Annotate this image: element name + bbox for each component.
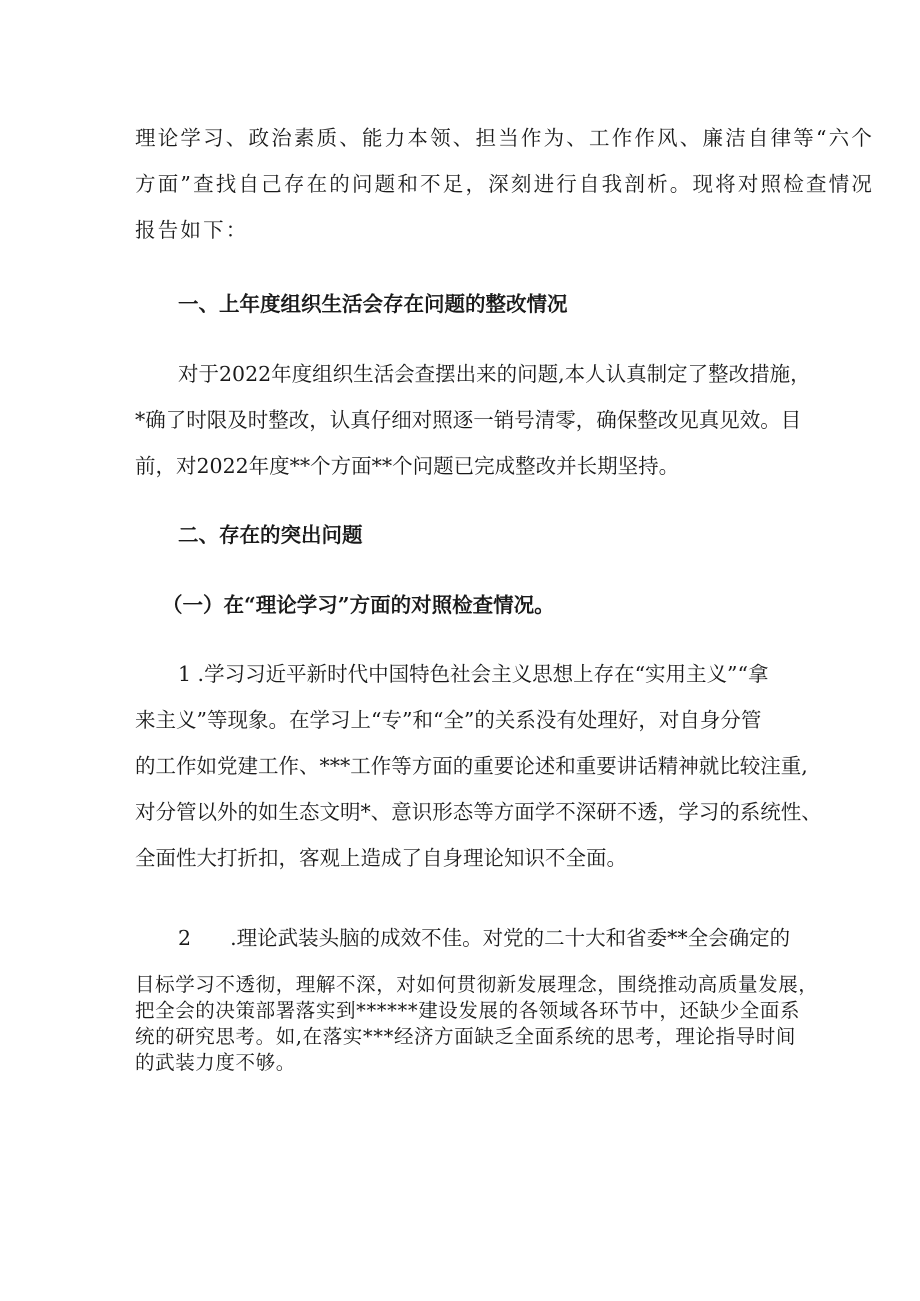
item-1-line-4: 对分管以外的如生态文明*、意识形态等方面学不深研不透，学习的系统性、 <box>135 800 822 824</box>
section-1-line-3: 前，对2022年度**个方面**个问题已完成整改并长期坚持。 <box>135 454 680 478</box>
item-2-line-3: 把全会的决策部署落实到******建设发展的各领域各环节中，还缺少全面系 <box>135 999 801 1022</box>
item-2-line-4: 统的研究思考。如,在落实***经济方面缺乏全面系统的思考，理论指导时间 <box>135 1025 796 1048</box>
intro-line-3: 报告如下： <box>135 218 249 242</box>
item-2-line-1: 2 .理论武装头脑的成效不佳。对党的二十大和省委**全会确定的 <box>178 926 791 950</box>
item-1-line-3: 的工作如党建工作、***工作等方面的重要论述和重要讲话精神就比较注重, <box>135 754 808 778</box>
section-2-subheading: （一）在“理论学习”方面的对照检查情况。 <box>162 593 555 617</box>
item-1-line-2: 来主义”等现象。在学习上“专”和“全”的关系没有处理好，对自身分管 <box>135 708 762 732</box>
section-1-line-1: 对于2022年度组织生活会查摆出来的问题,本人认真制定了整改措施， <box>178 362 811 386</box>
item-2-line-2: 目标学习不透彻，理解不深，对如何贯彻新发展理念，围绕推动高质量发展， <box>135 973 819 996</box>
section-1-line-2: *确了时限及时整改，认真仔细对照逐一销号清零，确保整改见真见效。目 <box>135 408 802 432</box>
item-1-line-1: 1 .学习习近平新时代中国特色社会主义思想上存在“实用主义”“拿 <box>178 662 769 686</box>
intro-line-2: 方面”查找自己存在的问题和不足，深刻进行自我剖析。现将对照检查情况 <box>135 172 875 196</box>
intro-line-1: 理论学习、政治素质、能力本领、担当作为、工作作风、廉洁自律等“六个 <box>135 126 875 150</box>
item-2-line-5: 的武装力度不够。 <box>135 1051 296 1074</box>
item-1-line-5: 全面性大打折扣，客观上造成了自身理论知识不全面。 <box>135 846 627 870</box>
section-2-heading: 二、存在的突出问题 <box>178 523 363 547</box>
section-1-heading: 一、上年度组织生活会存在问题的整改情况 <box>178 292 568 316</box>
